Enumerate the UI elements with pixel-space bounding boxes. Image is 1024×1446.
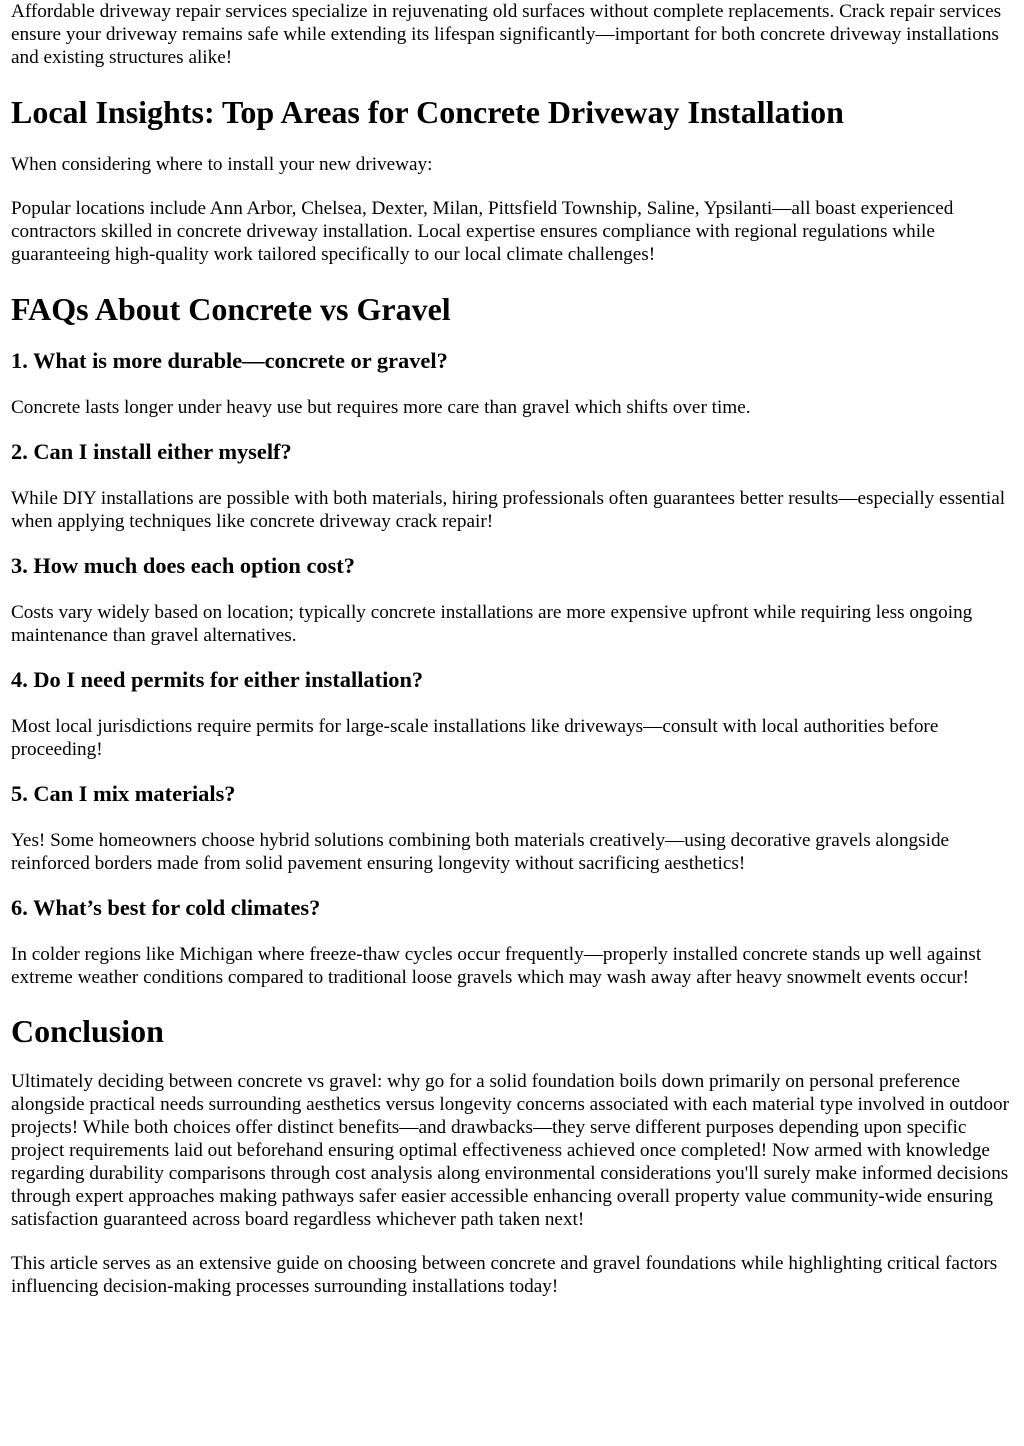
local-insights-heading: Local Insights: Top Areas for Concrete Driveway Installation [11,94,844,130]
faq-answer-2: While DIY installations are possible with both materials, hiring professionals often guarantees better results—especially essential when applying techniques like concrete driveway crack repair! [11,488,1006,532]
faq-question-6: 6. What’s best for cold climates? [11,895,321,920]
faq-question-3: 3. How much does each option cost? [11,553,355,578]
local-insights-lead: When considering where to install your new driveway: [11,154,433,175]
faq-answer-1: Concrete lasts longer under heavy use but requires more care than gravel which shifts over time. [11,397,751,418]
conclusion-paragraph-2: This article serves as an extensive guide on choosing between concrete and gravel foundations while highlighting critical factors influencing decision-making processes surrounding installations today! [11,1253,998,1297]
faq-answer-5: Yes! Some homeowners choose hybrid solutions combining both materials creatively—using decorative gravels alongside reinforced borders made from solid pavement ensuring longevity without sacrificing aesthetics! [11,830,950,874]
faq-answer-3: Costs vary widely based on location; typically concrete installations are more expensive upfront while requiring less ongoing maintenance than gravel alternatives. [11,602,973,646]
faq-question-2: 2. Can I install either myself? [11,439,292,464]
faq-answer-4: Most local jurisdictions require permits for large-scale installations like driveways—consult with local authorities before proceeding! [11,716,939,760]
faq-answer-6: In colder regions like Michigan where freeze-thaw cycles occur frequently—properly installed concrete stands up well against extreme weather conditions compared to traditional loose gravels which may wash away after heavy snowmelt events occur! [11,944,982,988]
local-insights-paragraph: Popular locations include Ann Arbor, Chelsea, Dexter, Milan, Pittsfield Township, Saline, Ypsilanti—all boast experienced contractors skilled in concrete driveway installation. Local expertise ensures compliance with regional regulations while guaranteeing high-quality work tailored specifically to our local climate challenges! [11,198,954,265]
conclusion-paragraph-1: Ultimately deciding between concrete vs gravel: why go for a solid foundation boils down primarily on personal preference alongside practical needs surrounding aesthetics versus longevity concerns associated with each material type involved in outdoor projects! While both choices offer distinct benefits—and drawbacks—they serve different purposes depending upon specific project requirements laid out beforehand ensuring optimal effectiveness achieved once completed! Now armed with knowledge regarding durability comparisons through cost analysis along environmental considerations you'll surely make informed decisions through expert approaches making pathways safer easier accessible enhancing overall property value community-wide ensuring satisfaction guaranteed across board regardless whichever path taken next! [11,1071,1009,1230]
conclusion-heading: Conclusion [11,1013,164,1049]
faq-question-1: 1. What is more durable—concrete or gravel? [11,348,448,373]
faq-question-5: 5. Can I mix materials? [11,781,236,806]
intro-paragraph: Affordable driveway repair services specialize in rejuvenating old surfaces without complete replacements. Crack repair services ensure your driveway remains safe while extending its lifespan significantly—important for both concrete driveway installations and existing structures alike! [11,1,1002,68]
faq-question-4: 4. Do I need permits for either installation? [11,667,424,692]
faqs-heading: FAQs About Concrete vs Gravel [11,291,451,327]
